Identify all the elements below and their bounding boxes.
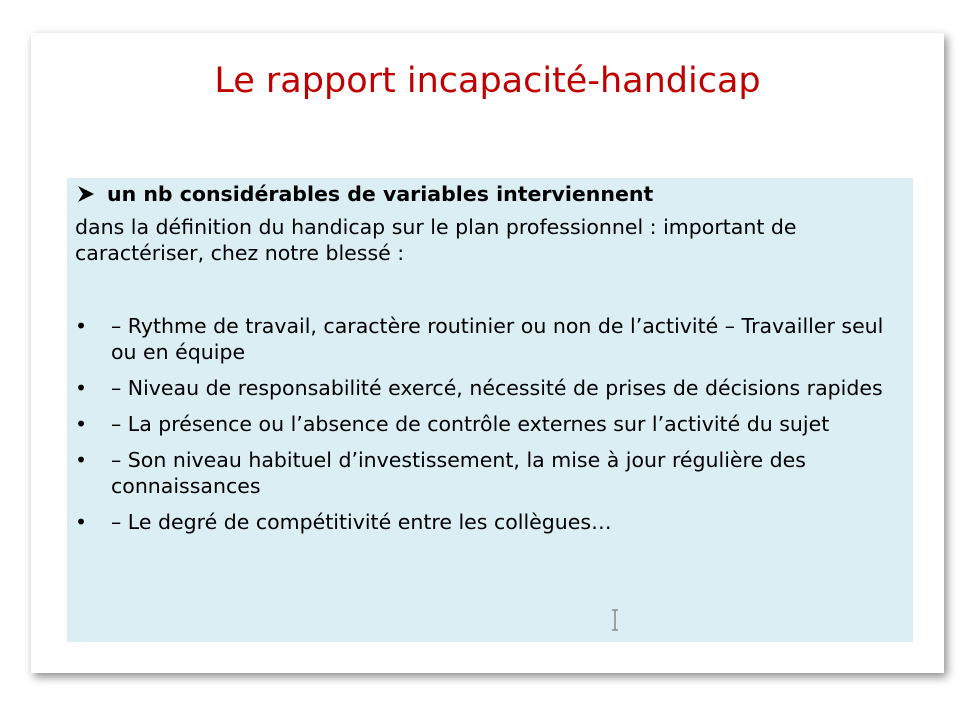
bullet-dot: • bbox=[75, 510, 88, 534]
list-item bbox=[67, 375, 901, 401]
list-item bbox=[67, 447, 901, 499]
bullet-dot: • bbox=[75, 412, 88, 436]
content-heading: un nb considérables de variables interviennent bbox=[107, 182, 654, 206]
list-item bbox=[67, 509, 901, 535]
slide bbox=[31, 33, 944, 673]
heading-row bbox=[77, 181, 653, 207]
bullet-dot: • bbox=[75, 376, 88, 400]
text-cursor-icon bbox=[611, 609, 619, 631]
bullet-text: – La présence ou l’absence de contrôle externes sur l’activité du sujet bbox=[111, 412, 830, 436]
slide-title: Le rapport incapacité-handicap bbox=[214, 61, 761, 101]
bullet-text: – Niveau de responsabilité exercé, nécessité de prises de décisions rapides bbox=[111, 376, 883, 400]
bullet-dot: • bbox=[75, 448, 88, 472]
bullet-list bbox=[67, 313, 913, 545]
intro-text: dans la définition du handicap sur le plan professionnel : important de caractériser, chez notre blessé : bbox=[75, 215, 797, 265]
bullet-dot: • bbox=[75, 314, 88, 338]
list-item bbox=[67, 411, 901, 437]
content-box bbox=[67, 178, 913, 642]
bullet-text: – Son niveau habituel d’investissement, la mise à jour régulière des connaissances bbox=[111, 448, 806, 498]
arrow-bullet-icon bbox=[77, 185, 95, 203]
bullet-text: – Le degré de compétitivité entre les collègues… bbox=[111, 510, 612, 534]
bullet-text: – Rythme de travail, caractère routinier ou non de l’activité – Travailler seul ou en équipe bbox=[111, 314, 884, 364]
list-item bbox=[67, 313, 901, 365]
